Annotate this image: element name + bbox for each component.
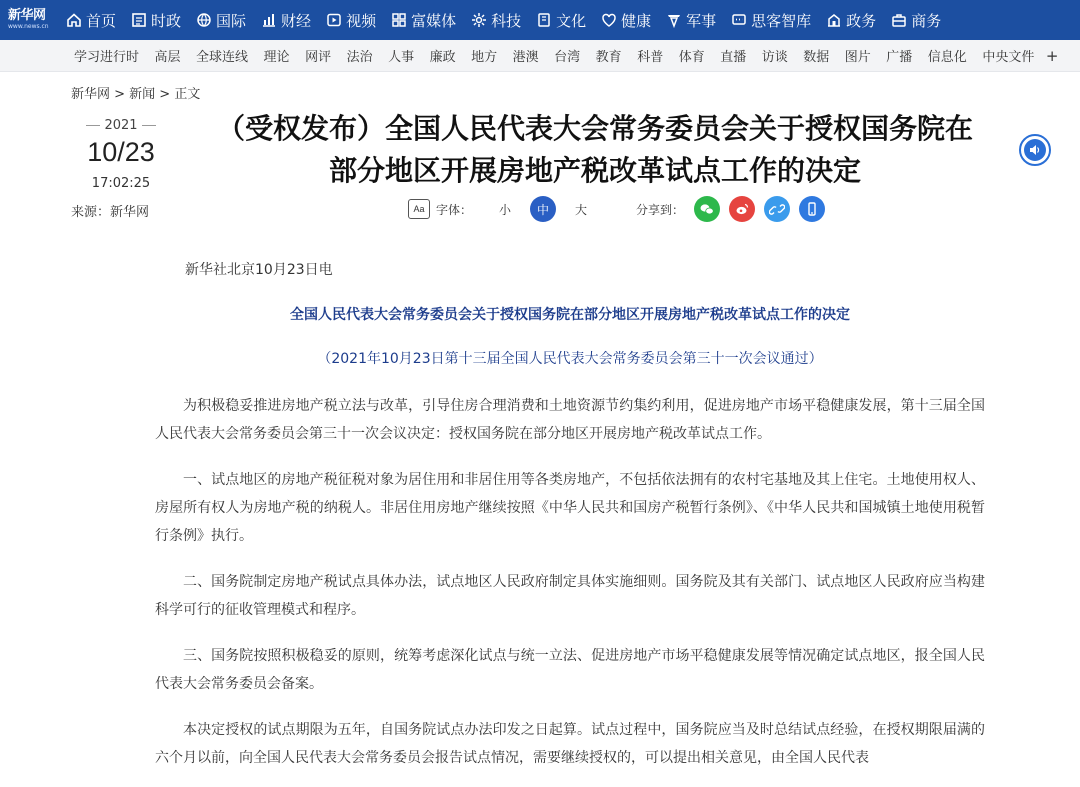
chart-icon	[260, 12, 277, 29]
font-size-option[interactable]: 小	[499, 202, 512, 217]
nav-item-11[interactable]	[818, 0, 883, 40]
nav-item-label: 首页	[86, 11, 117, 30]
wechat-share-button[interactable]	[694, 196, 720, 222]
subnav-item[interactable]: 图片	[844, 50, 871, 65]
nav-item-4[interactable]	[318, 0, 383, 40]
subnav-item[interactable]: 体育	[678, 50, 705, 65]
heart-icon	[600, 12, 617, 29]
document-subtitle: （2021年10月23日第十三届全国人民代表大会常务委员会第三十一次会议通过）	[317, 351, 823, 367]
publish-year-text: 2021	[104, 118, 138, 133]
nav-item-2[interactable]	[188, 0, 253, 40]
article-paragraph: 一、试点地区的房地产税征税对象为居住用和非居住用等各类房地产，不包括依法拥有的农村宅基地及其上住宅。土地使用权人、房屋所有权人为房地产税的纳税人。非居住用房地产继续按照《中华人民共和国房产税暂行条例》、《中华人民共和国城镇土地使用税暂行条例》执行。	[155, 472, 985, 544]
logo-text: 新华网	[8, 8, 46, 23]
mobile-icon	[804, 201, 820, 217]
link-share-button[interactable]	[764, 196, 790, 222]
publish-year	[71, 118, 171, 133]
mobile-share-button[interactable]	[799, 196, 825, 222]
article-source: 来源：新华网	[71, 205, 150, 220]
subnav-more-button[interactable]: +	[1045, 46, 1059, 65]
article-title-line2: 部分地区开展房地产税改革试点工作的决定	[328, 154, 861, 187]
font-size-label: 字体：	[436, 202, 473, 217]
home-icon	[65, 12, 82, 29]
subnav-item[interactable]: 教育	[595, 50, 622, 65]
subnav-item[interactable]: 人事	[388, 50, 415, 65]
subnav-item[interactable]: 直播	[720, 50, 747, 65]
nav-item-label: 健康	[621, 11, 652, 30]
nav-item-label: 文化	[556, 11, 587, 30]
nav-item-label: 军事	[686, 11, 717, 30]
article-title	[180, 108, 1010, 192]
chat-icon	[730, 12, 747, 29]
subnav-item[interactable]: 学习进行时	[74, 50, 140, 65]
weibo-share-button[interactable]	[729, 196, 755, 222]
top-navigation-bar	[0, 0, 1080, 40]
nav-item-label: 财经	[281, 11, 312, 30]
font-size-icon: Aa	[408, 199, 430, 219]
subnav-item[interactable]: 信息化	[927, 50, 967, 65]
share-buttons	[694, 196, 834, 222]
font-size-option[interactable]: 大	[575, 202, 588, 217]
link-icon	[769, 201, 785, 217]
publish-info	[71, 118, 171, 220]
subnav-item[interactable]: 理论	[263, 50, 290, 65]
publish-time: 17:02:25	[91, 176, 151, 191]
nav-item-7[interactable]	[528, 0, 593, 40]
apps-icon	[390, 12, 407, 29]
nav-item-9[interactable]	[658, 0, 723, 40]
article-title-line1: （受权发布）全国人民代表大会常务委员会关于授权国务院在	[216, 112, 973, 145]
subnav-item[interactable]: 数据	[803, 50, 830, 65]
breadcrumb[interactable]: 新华网 > 新闻 > 正文	[71, 87, 201, 102]
font-size-option[interactable]: 中	[530, 196, 556, 222]
subnav-item[interactable]: 台湾	[554, 50, 581, 65]
main-nav	[58, 0, 948, 40]
subnav-item[interactable]: 法治	[346, 50, 373, 65]
site-logo[interactable]	[0, 0, 58, 40]
subnav-item[interactable]: 港澳	[512, 50, 539, 65]
nav-item-3[interactable]	[253, 0, 318, 40]
subnav-item[interactable]: 高层	[154, 50, 181, 65]
nav-item-label: 商务	[911, 11, 942, 30]
briefcase-icon	[890, 12, 907, 29]
subnav-item[interactable]: 科普	[637, 50, 664, 65]
article-body	[155, 256, 985, 772]
nav-item-6[interactable]	[463, 0, 528, 40]
building-icon	[825, 12, 842, 29]
nav-item-5[interactable]	[383, 0, 463, 40]
nav-item-label: 时政	[151, 11, 182, 30]
subnav-item[interactable]: 地方	[471, 50, 498, 65]
article-tools	[408, 196, 834, 222]
subnav-item[interactable]: 全球连线	[196, 50, 249, 65]
subnav-item[interactable]: 广播	[886, 50, 913, 65]
nav-item-label: 国际	[216, 11, 247, 30]
article-paragraph: 为积极稳妥推进房地产税立法与改革，引导住房合理消费和土地资源节约集约利用，促进房地产市场平稳健康发展，第十三届全国人民代表大会常务委员会第三十一次会议决定：授权国务院在部分地区开展房地产税改革试点工作。	[155, 398, 985, 442]
audio-play-button[interactable]	[1019, 134, 1051, 166]
font-size-options	[492, 196, 606, 222]
article-paragraph: 三、国务院按照积极稳妥的原则，统筹考虑深化试点与统一立法、促进房地产市场平稳健康发展等情况确定试点地区，报全国人民代表大会常务委员会备案。	[155, 648, 985, 692]
share-label: 分享到：	[636, 202, 685, 217]
subnav-item[interactable]: 廉政	[429, 50, 456, 65]
nav-item-label: 富媒体	[411, 11, 457, 30]
subnav-item[interactable]: 访谈	[761, 50, 788, 65]
publish-day: 10/23	[87, 137, 155, 167]
document-title: 全国人民代表大会常务委员会关于授权国务院在部分地区开展房地产税改革试点工作的决定	[290, 307, 850, 323]
weibo-icon	[734, 201, 750, 217]
nav-item-label: 政务	[846, 11, 877, 30]
speaker-icon	[1024, 139, 1046, 161]
sub-navigation-bar	[0, 40, 1080, 72]
book-icon	[535, 12, 552, 29]
grid-icon	[130, 12, 147, 29]
subnav-item[interactable]: 网评	[305, 50, 332, 65]
globe-icon	[195, 12, 212, 29]
shield-icon	[665, 12, 682, 29]
gear-icon	[470, 12, 487, 29]
nav-item-label: 思客智库	[751, 11, 812, 30]
nav-item-8[interactable]	[593, 0, 658, 40]
article-paragraph: 二、国务院制定房地产税试点具体办法，试点地区人民政府制定具体实施细则。国务院及其有关部门、试点地区人民政府应当构建科学可行的征收管理模式和程序。	[155, 574, 985, 618]
nav-item-label: 视频	[346, 11, 377, 30]
article-paragraph: 本决定授权的试点期限为五年，自国务院试点办法印发之日起算。试点过程中，国务院应当及时总结试点经验，在授权期限届满的六个月以前，向全国人民代表大会常务委员会报告试点情况，需要继续授权的，可以提出相关意见，由全国人民代表	[155, 722, 985, 766]
subnav-item[interactable]: 中央文件	[982, 50, 1035, 65]
nav-item-10[interactable]	[723, 0, 818, 40]
play-icon	[325, 12, 342, 29]
nav-item-12[interactable]	[883, 0, 948, 40]
nav-item-label: 科技	[491, 11, 522, 30]
nav-item-0[interactable]	[58, 0, 123, 40]
logo-url: www.news.cn	[8, 23, 49, 30]
article-dateline: 新华社北京10月23日电	[185, 262, 333, 278]
wechat-icon	[699, 201, 715, 217]
nav-item-1[interactable]	[123, 0, 188, 40]
